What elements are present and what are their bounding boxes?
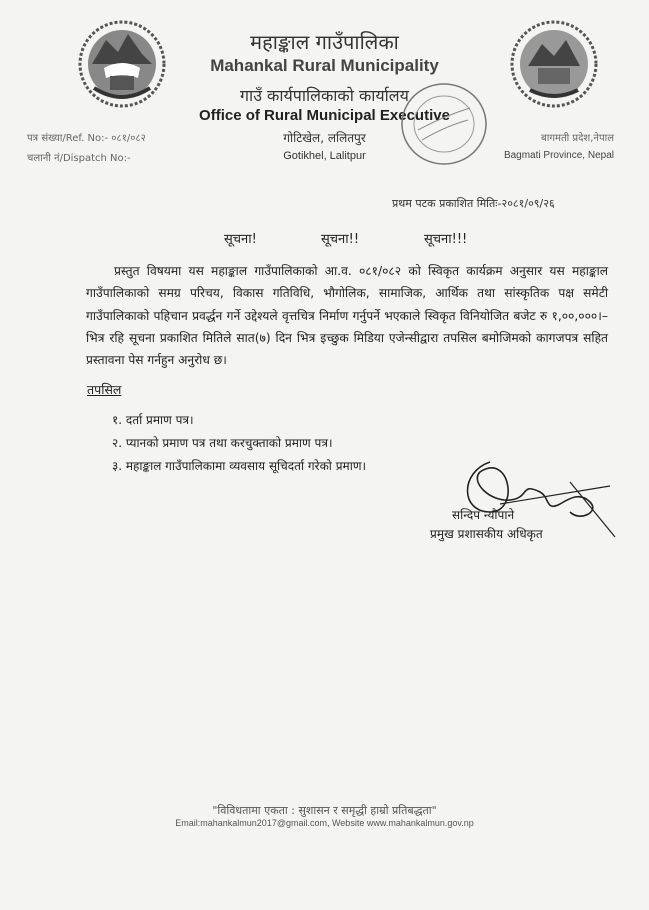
office-name-en: Office of Rural Municipal Executive <box>199 107 450 124</box>
address-np: गोटिखेल, ललितपुर <box>283 131 366 145</box>
municipality-name-en: Mahankal Rural Municipality <box>210 56 439 75</box>
province-np: बागमती प्रदेश,नेपाल <box>541 133 614 144</box>
notice-heading-3: सूचना!!! <box>424 232 468 247</box>
notice-heading-1: सूचना! <box>224 232 257 247</box>
municipality-name-np: महाङ्काल गाउँपालिका <box>250 30 399 54</box>
address-en: Gotikhel, Lalitpur <box>283 150 366 162</box>
dispatch-number: चलानी नं/Dispatch No:- <box>27 153 131 164</box>
footer-contact: Email:mahankalmun2017@gmail.com, Website www.mahankalmun.gov.np <box>175 818 474 828</box>
signatory-title: प्रमुख प्रशासकीय अधिकृत <box>430 527 543 541</box>
ref-number: पत्र संख्या/Ref. No:- ०८१/०८२ <box>27 133 146 144</box>
footer-motto: "विविधतामा एकता : सुशासन र समृद्धी हाम्रो प्रतिबद्धता" <box>212 804 437 817</box>
list-item: २. प्यानको प्रमाण पत्र तथा करचुक्ताको प्रमाण पत्र। <box>112 436 333 450</box>
list-item: १. दर्ता प्रमाण पत्र। <box>112 413 194 427</box>
notice-body: प्रस्तुत विषयमा यस महाङ्काल गाउँपालिकाको आ.व. ०८१/०८२ को स्विकृत कार्यक्रम अनुसार यस महाङ्काल गाउँपालिकाको समग्र परिचय, विकास गतिविधि, भौगोलिक, सामाजिक, आर्थिक तथा सांस्कृतिक पक्ष समेटी गाउँपालिकाको पहिचान प्रवर्द्धन गर्ने उद्देश्यले वृत्तचित्र निर्माण गर्नुपर्ने भएकाले स्विकृत विनियोजित बजेट रु १,००,०००।– भित्र रहि सूचना प्रकाशित मितिले सात(७) दिन भित्र इच्छुक मिडिया एजेन्सीद्वारा तपसिल बमोजिमको कागजपत्र सहित प्रस्तावना पेस गर्नहुन अनुरोध छ। <box>86 264 608 368</box>
tapsil-heading: तपसिल <box>87 382 122 397</box>
office-name-np: गाउँ कार्यपालिकाको कार्यालय <box>240 86 409 105</box>
province-en: Bagmati Province, Nepal <box>503 150 614 161</box>
list-item: ३. महाङ्काल गाउँपालिकामा व्यवसाय सूचिदर्ता गरेको प्रमाण। <box>112 459 367 473</box>
signatory-name: सन्दिप न्यौपाने <box>452 508 515 522</box>
office-stamp-icon <box>396 78 492 170</box>
notice-heading-2: सूचना!! <box>321 232 360 247</box>
published-date: प्रथम पटक प्रकाशित मितिः-२०८१/०९/२६ <box>392 197 555 210</box>
